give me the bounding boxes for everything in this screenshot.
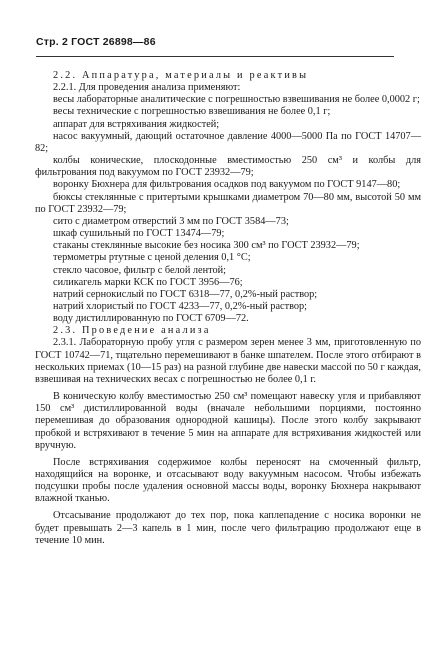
header-rule	[36, 56, 394, 57]
list-item: шкаф сушильный по ГОСТ 13474—79;	[53, 228, 225, 240]
list-item: насос вакуумный, дающий остаточное давление 4000—5000 Па по ГОСТ 14707—82;	[35, 130, 421, 154]
clause-2-2-1: 2.2.1. Для проведения анализа применяют:	[53, 82, 241, 94]
paragraph: После встряхивания содержимое колбы переносят на смоченный фильтр, находящийся на воронке, и отсасывают воду вакуумным насосом. Чтобы избежать подсушки пробы после удаления основной массы воды, воронку Бюхнера накрывают влажной тканью.	[35, 456, 421, 505]
list-item: колбы конические, плоскодонные вместимостью 250 см³ и колбы для фильтрования под вакуумом по ГОСТ 23932—79;	[35, 155, 421, 179]
list-item: аппарат для встряхивания жидкостей;	[53, 118, 220, 130]
list-item: натрий сернокислый по ГОСТ 6318—77, 0,2%-ный раствор;	[53, 288, 318, 300]
section-title-2-3: 2.3. Проведение анализа	[53, 325, 211, 337]
list-item: воронку Бюхнера для фильтрования осадков под вакуумом по ГОСТ 9147—80;	[53, 179, 401, 191]
section-title-2-2: 2.2. Аппаратура, материалы и реактивы	[53, 70, 309, 81]
list-item: силикагель марки КСК по ГОСТ 3956—76;	[53, 276, 243, 288]
list-item: термометры ртутные с ценой деления 0,1 °С;	[53, 252, 251, 264]
list-item: весы лабораторные аналитические с погрешностью взвешивания не более 0,0002 г;	[53, 94, 420, 106]
paragraph: Отсасывание продолжают до тех пор, пока каплепадение с носика воронки не будет превышать 2—3 капель в 1 мин, после чего фильтрацию продолжают еще в течение 10 мин.	[35, 510, 421, 546]
list-item: стаканы стеклянные высокие без носика 300 см³ по ГОСТ 23932—79;	[53, 240, 360, 252]
list-item: бюксы стеклянные с притертыми крышками диаметром 70—80 мм, высотой 50 мм по ГОСТ 23932—79;	[35, 191, 421, 215]
list-item: стекло часовое, фильтр с белой лентой;	[53, 264, 227, 276]
list-item: воду дистиллированную по ГОСТ 6709—72.	[53, 313, 249, 325]
paragraph: В коническую колбу вместимостью 250 см³ помещают навеску угля и прибавляют 150 см³ дистиллированной воды (вначале небольшими порциями, постоянно перемешивая до образования однородной кашицы). После этого колбу закрывают пробкой и встряхивают в течение 5 мин на аппарате для встряхивания жидкостей или вручную.	[35, 391, 421, 451]
page-header: Стр. 2 ГОСТ 26898—86	[36, 36, 156, 48]
equipment-list	[35, 94, 421, 325]
list-item: натрий хлористый по ГОСТ 4233—77, 0,2%-ный раствор;	[53, 300, 308, 312]
list-item: сито с диаметром отверстий 3 мм по ГОСТ 3584—73;	[53, 215, 289, 227]
paragraph: 2.3.1. Лабораторную пробу угля с размером зерен менее 3 мм, приготовленную по ГОСТ 10742—71, тщательно перемешивают в банке шпателем. После этого отбирают в нескольких приемах (10—15 раз) на разной глубине две навески массой по 50 г каждая, взвешивая на технических весах с погрешностью не более 0,1 г.	[35, 337, 421, 385]
list-item: весы технические с погрешностью взвешивания не более 0,1 г;	[53, 106, 331, 118]
document-body	[35, 70, 421, 547]
